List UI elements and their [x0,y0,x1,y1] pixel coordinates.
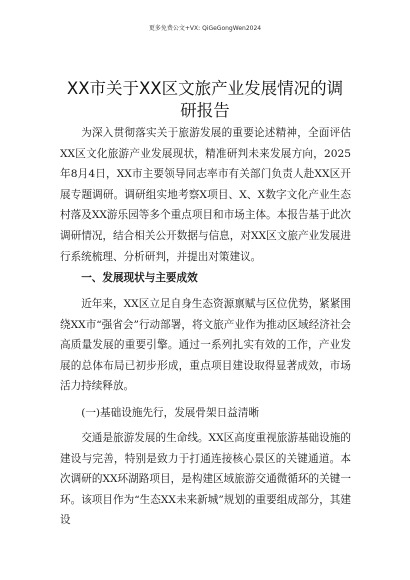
subsection-1-paragraph: 交通是旅游发展的生命线。XX区高度重视旅游基础设施的建设与完善，特别是致力于打通连接核心景区的关键通道。本次调研的XX环湖路项目，是构建区域旅游交通微循环的关键一环。该项目作为“生态XX未来新城”规划的重要组成部分，其建设 [60,432,351,527]
intro-section [60,123,351,267]
subsection-1-body [60,428,351,531]
section-1-body [60,294,351,397]
subsection-1-heading: (一)基础设施先行，发展骨架日益清晰 [81,407,259,419]
section-1-paragraph: 近年来，XX区立足自身生态资源禀赋与区位优势，紧紧围绕XX市“强省会”行动部署，将文旅产业作为推动区域经济社会高质量发展的重要引擎。通过一系列扎实有效的工作，产业发展的总体布局已初步形成，重点项目建设取得显著成效，市场活力持续释放。 [60,298,351,393]
subsection-1-heading-block [60,403,351,424]
header-note: 更多免费公文+VX: QiGeGongWen2024 [148,25,262,32]
intro-paragraph: 为深入贯彻落实关于旅游发展的重要论述精神，全面评估XX区文化旅游产业发展现状，精准研判未来发展方向，2025年8月4日，XX市主要领导同志率市有关部门负责人赴XX区开展专题调研。调研组实地考察X项目、X、X数字文化产业生态村落及XX游乐园等多个重点项目和市场主体。本报告基于此次调研情况，结合相关公开数据与信息，对XX区文旅产业发展进行系统梳理、分析研判，并提出对策建议。 [60,127,351,263]
document-title: XX市关于XX区文旅产业发展情况的调研报告 [66,79,344,120]
section-1-heading: 一、发展现状与主要成效 [81,272,198,284]
section-1-heading-block [60,268,351,289]
